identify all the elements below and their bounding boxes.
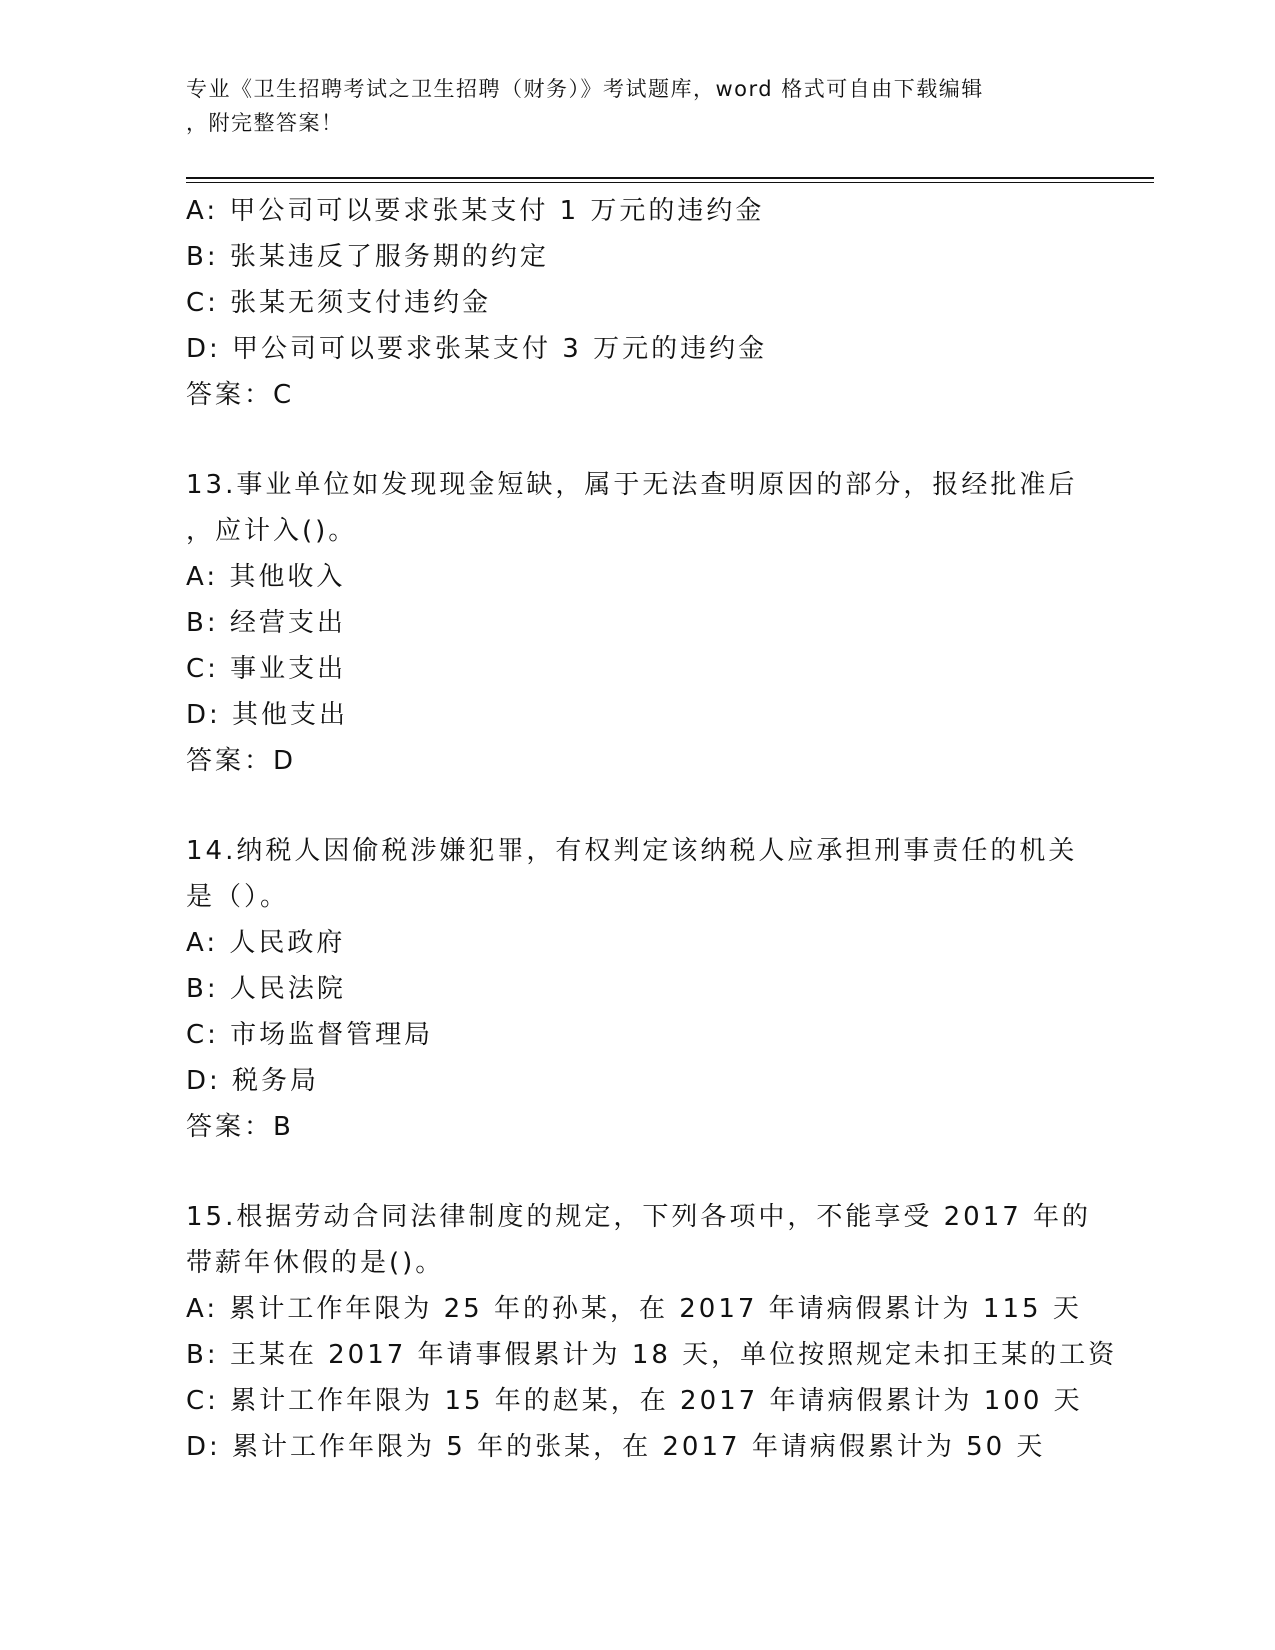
question-stem: 14.纳税人因偷税涉嫌犯罪，有权判定该纳税人应承担刑事责任的机关 [186,836,1078,866]
spacer [186,784,1086,828]
option-d: D: 税务局 [186,1066,320,1096]
answer-line: 答案：C [186,380,295,410]
answer-line: 答案：D [186,746,297,776]
option-b: B: 人民法院 [186,974,346,1004]
question-14 [186,828,1086,1150]
option-a: A: 甲公司可以要求张某支付 1 万元的违约金 [186,196,765,226]
option-b: B: 经营支出 [186,608,346,638]
question-stem-continued: 是（）。 [186,882,290,912]
option-d: D: 甲公司可以要求张某支付 3 万元的违约金 [186,334,768,364]
option-c: C: 事业支出 [186,654,347,684]
question-list [186,188,1118,1470]
question-15 [186,1194,1118,1470]
header-divider [186,177,1154,183]
question-stem-continued: ，应计入()。 [186,516,358,546]
question-12 [186,188,1086,418]
question-13 [186,462,1086,784]
spacer [186,418,1086,462]
option-b: B: 王某在 2017 年请事假累计为 18 天，单位按照规定未扣王某的工资 [186,1340,1118,1370]
document-page [186,0,1166,1650]
option-d: D: 累计工作年限为 5 年的张某，在 2017 年请病假累计为 50 天 [186,1432,1046,1462]
option-b: B: 张某违反了服务期的约定 [186,242,549,272]
option-a: A: 累计工作年限为 25 年的孙某，在 2017 年请病假累计为 115 天 [186,1294,1082,1324]
document-header [186,72,1086,140]
header-line-2: ，附完整答案！ [186,111,344,135]
option-d: D: 其他支出 [186,700,349,730]
spacer [186,1150,1086,1194]
option-c: C: 累计工作年限为 15 年的赵某，在 2017 年请病假累计为 100 天 [186,1386,1083,1416]
option-c: C: 市场监督管理局 [186,1020,434,1050]
answer-line: 答案：B [186,1112,294,1142]
header-line-1: 专业《卫生招聘考试之卫生招聘（财务）》考试题库，word 格式可自由下载编辑 [186,77,984,101]
option-a: A: 其他收入 [186,562,346,592]
question-stem-continued: 带薪年休假的是()。 [186,1248,445,1278]
option-c: C: 张某无须支付违约金 [186,288,492,318]
option-a: A: 人民政府 [186,928,346,958]
question-stem: 13.事业单位如发现现金短缺，属于无法查明原因的部分，报经批准后 [186,470,1078,500]
question-stem: 15.根据劳动合同法律制度的规定，下列各项中，不能享受 2017 年的 [186,1202,1092,1232]
